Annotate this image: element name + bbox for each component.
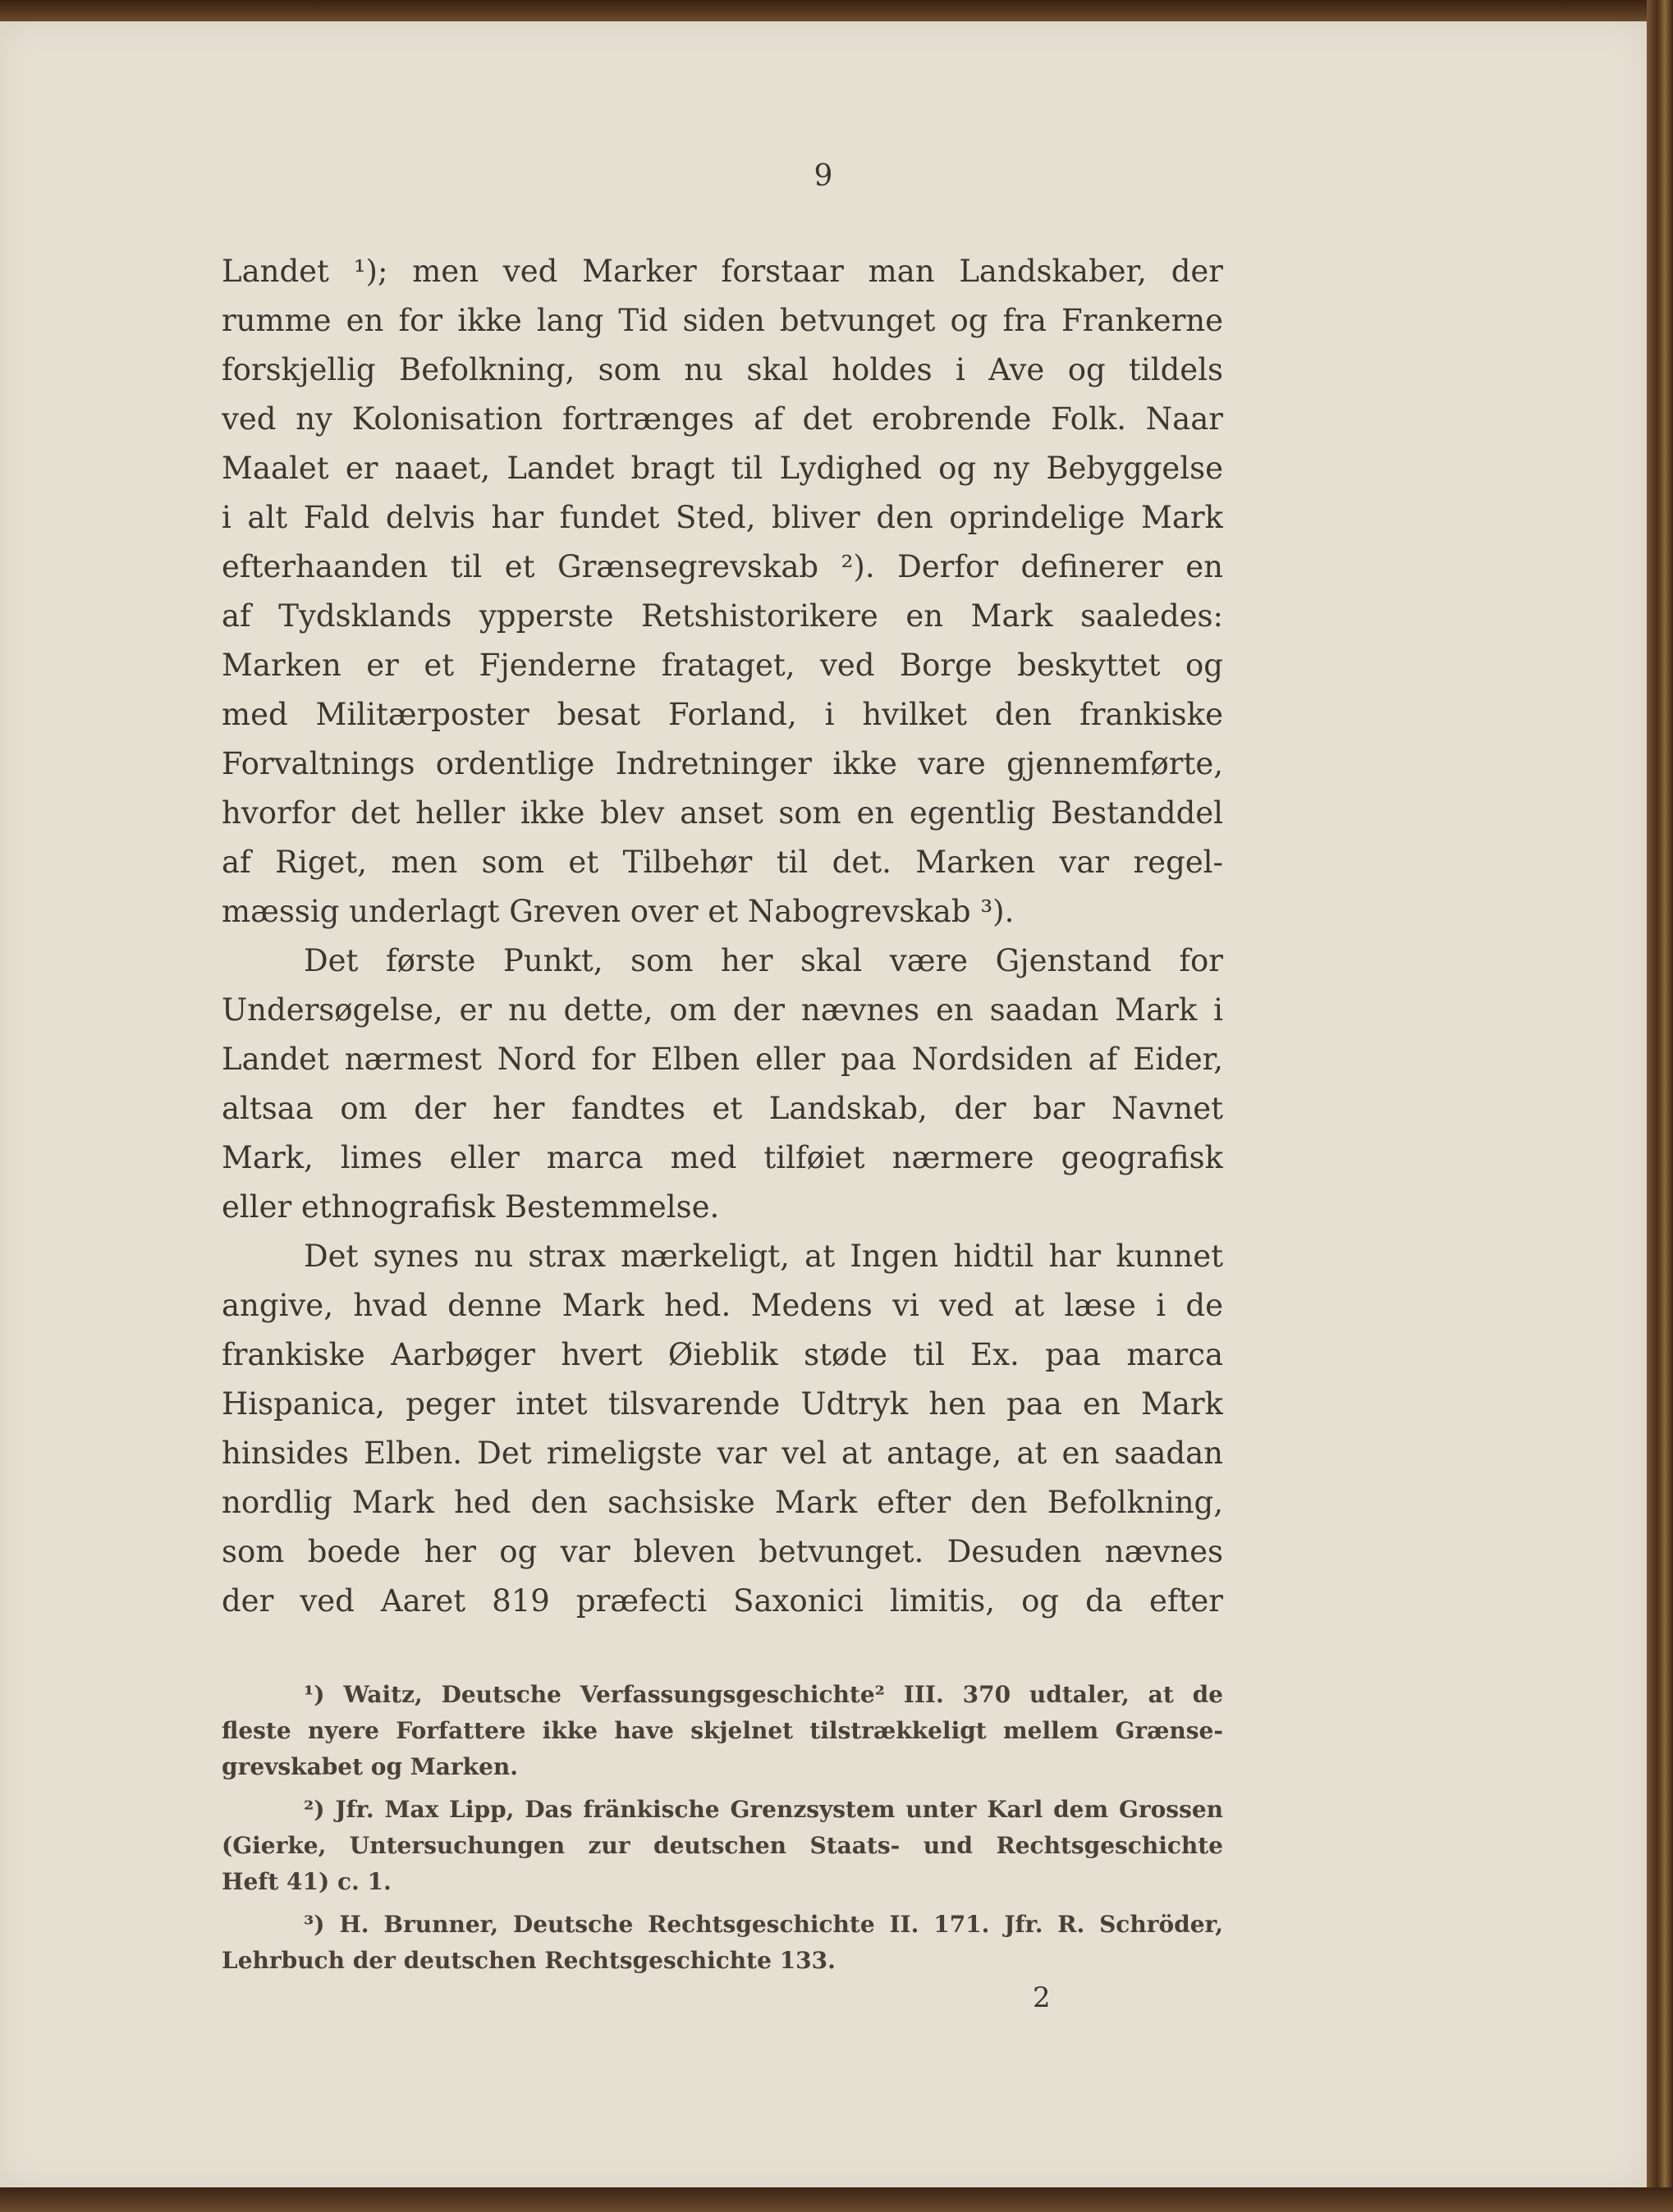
footnote-line: ¹) Waitz, Deutsche Verfassungsgeschichte² III. 370 udtaler, at de <box>304 1681 1223 1708</box>
footnotes <box>222 1677 1223 1979</box>
text-line: angive, hvad denne Mark hed. Medens vi ved at læse i de <box>222 1288 1223 1323</box>
text-line: nordlig Mark hed den sachsiske Mark efter den Befolkning, <box>222 1485 1223 1520</box>
footnote-line: fleste nyere Forfattere ikke have skjelnet tilstrækkeligt mellem Grænse- <box>222 1717 1223 1744</box>
text-line: af Riget, men som et Tilbehør til det. Marken var regel- <box>222 845 1223 880</box>
text-line: Undersøgelse, er nu dette, om der nævnes en saadan Mark i <box>222 992 1223 1028</box>
text-line: Hispanica, peger intet tilsvarende Udtryk hen paa en Mark <box>222 1386 1223 1422</box>
footnote-line: (Gierke, Untersuchungen zur deutschen Staats- und Rechtsgeschichte <box>222 1832 1223 1859</box>
text-line: hinsides Elben. Det rimeligste var vel at antage, at en saadan <box>222 1436 1223 1471</box>
text-line: Landet nærmest Nord for Elben eller paa Nordsiden af Eider, <box>222 1042 1223 1077</box>
text-line: frankiske Aarbøger hvert Øieblik støde til Ex. paa marca <box>222 1337 1223 1372</box>
text-line: mæssig underlagt Greven over et Nabogrevskab ³). <box>222 894 1015 929</box>
body-text <box>222 247 1223 1626</box>
signature-mark: 2 <box>1033 1981 1051 2014</box>
footnote-line: Heft 41) c. 1. <box>222 1868 392 1895</box>
footnote-line: ³) H. Brunner, Deutsche Rechtsgeschichte II. 171. Jfr. R. Schröder, <box>304 1911 1223 1938</box>
text-line: Marken er et Fjenderne frataget, ved Borge beskyttet og <box>222 648 1223 683</box>
footnote-line: grevskabet og Marken. <box>222 1753 519 1780</box>
text-line: efterhaanden til et Grænsegrevskab ²). Derfor definerer en <box>222 549 1223 584</box>
text-line: hvorfor det heller ikke blev anset som en egentlig Bestanddel <box>222 795 1223 831</box>
text-line: forskjellig Befolkning, som nu skal holdes i Ave og tildels <box>222 352 1223 387</box>
text-line: der ved Aaret 819 præfecti Saxonici limitis, og da efter <box>222 1583 1223 1619</box>
text-line: Maalet er naaet, Landet bragt til Lydighed og ny Bebyggelse <box>222 451 1223 486</box>
book-bottom-edge <box>0 2187 1673 2212</box>
book-page <box>0 21 1655 2188</box>
text-line: ved ny Kolonisation fortrænges af det erobrende Folk. Naar <box>222 401 1223 437</box>
footnote-line: Lehrbuch der deutschen Rechtsgeschichte 133. <box>222 1947 836 1974</box>
text-line: Det synes nu strax mærkeligt, at Ingen hidtil har kunnet <box>304 1239 1223 1274</box>
text-line: rumme en for ikke lang Tid siden betvunget og fra Frankerne <box>222 303 1223 338</box>
text-line: Landet ¹); men ved Marker forstaar man Landskaber, der <box>222 254 1223 289</box>
text-line: Forvaltnings ordentlige Indretninger ikke vare gjennemførte, <box>222 746 1223 781</box>
book-spine <box>1647 0 1673 2212</box>
book-top-edge <box>0 0 1673 21</box>
page-number: 9 <box>814 159 833 193</box>
text-line: eller ethnografisk Bestemmelse. <box>222 1189 720 1225</box>
text-line: Det første Punkt, som her skal være Gjenstand for <box>304 943 1223 978</box>
text-line: af Tydsklands ypperste Retshistorikere en Mark saaledes: <box>222 598 1223 634</box>
footnote-line: ²) Jfr. Max Lipp, Das fränkische Grenzsystem unter Karl dem Grossen <box>304 1796 1223 1823</box>
text-line: som boede her og var bleven betvunget. Desuden nævnes <box>222 1534 1223 1569</box>
text-line: med Militærposter besat Forland, i hvilket den frankiske <box>222 697 1223 732</box>
text-line: altsaa om der her fandtes et Landskab, der bar Navnet <box>222 1091 1223 1126</box>
text-line: Mark, limes eller marca med tilføiet nærmere geografisk <box>222 1140 1223 1175</box>
text-line: i alt Fald delvis har fundet Sted, bliver den oprindelige Mark <box>222 500 1223 535</box>
